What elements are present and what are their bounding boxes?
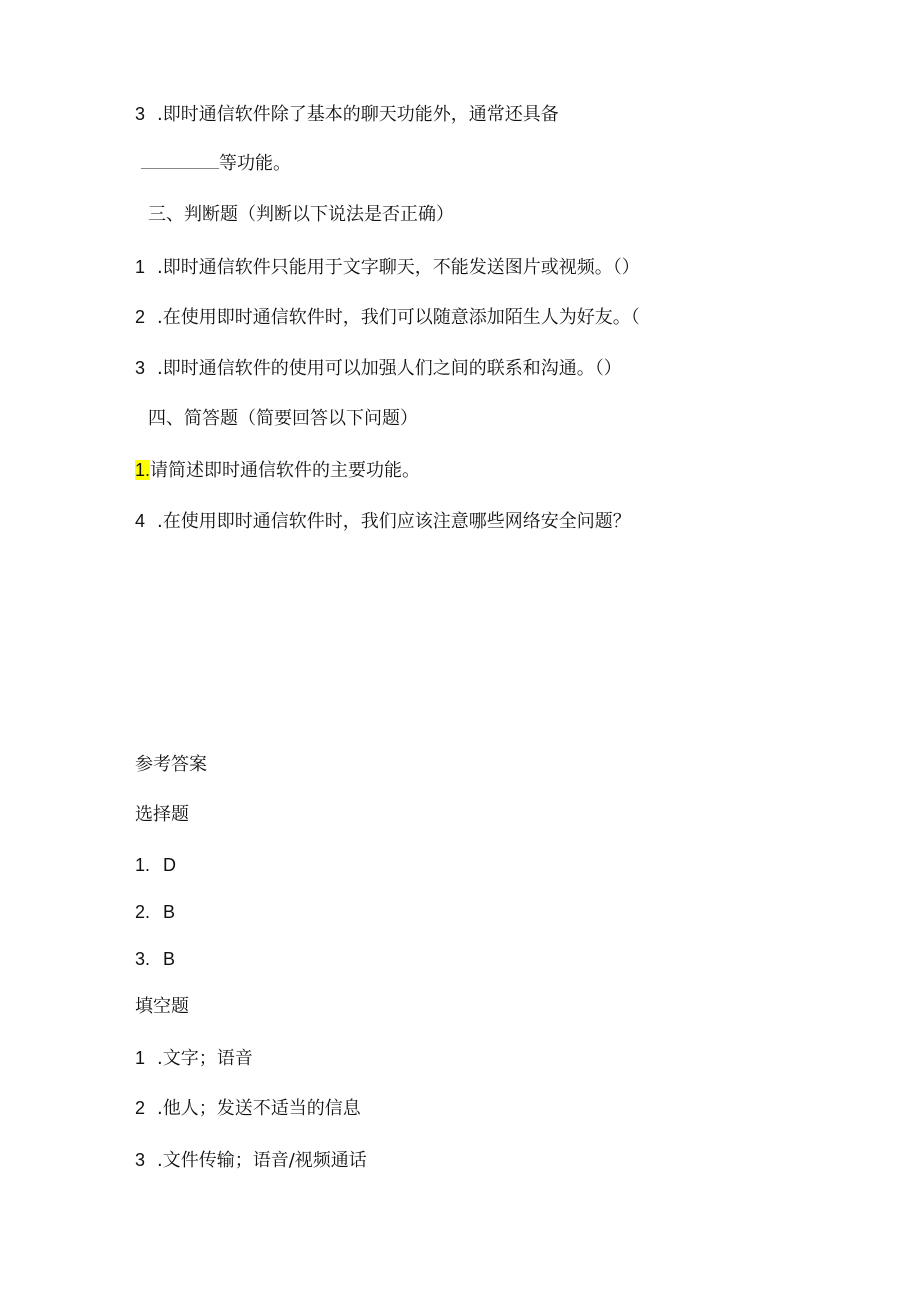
question-text: .在使用即时通信软件时，我们可以随意添加陌生人为好友。（ (157, 307, 640, 328)
question-number: 4 (135, 511, 146, 531)
choice-answer (135, 853, 176, 878)
answers-title: 参考答案 (135, 754, 207, 775)
question-text: .在使用即时通信软件时，我们应该注意哪些网络安全问题？ (157, 511, 631, 532)
answer-text: .他人；发送不适当的信息 (157, 1098, 361, 1119)
answer-text: B (163, 949, 176, 969)
choice-answer (135, 947, 175, 972)
fill-question-3-cont (135, 152, 291, 176)
question-text: 等功能。 (219, 153, 291, 174)
answer-text: .文件传输；语音/视频通话 (157, 1150, 367, 1171)
answer-number: 3 (135, 1150, 146, 1170)
fill-question-3 (135, 102, 559, 127)
short-question (135, 458, 420, 483)
answer-text: .文字；语音 (157, 1048, 253, 1069)
question-text: 请简述即时通信软件的主要功能。 (150, 460, 421, 481)
fill-answer (135, 1046, 253, 1071)
fill-title: 填空题 (135, 996, 189, 1017)
choice-answer (135, 900, 175, 925)
question-text: .即时通信软件除了基本的聊天功能外，通常还具备 (157, 104, 559, 125)
answer-number: 1 (135, 1048, 146, 1068)
short-question (135, 509, 631, 534)
judge-question (135, 255, 640, 280)
answer-number: 1. (135, 855, 151, 875)
question-number: 2 (135, 307, 146, 327)
answer-text: B (163, 902, 176, 922)
judge-question (135, 305, 640, 330)
answer-text: D (163, 855, 176, 875)
choice-title: 选择题 (135, 804, 189, 825)
answer-number: 3. (135, 949, 151, 969)
section-4-title: 四、简答题（简要回答以下问题） (148, 408, 418, 429)
question-number: 3 (135, 358, 146, 378)
question-text: .即时通信软件只能用于文字聊天，不能发送图片或视频。（） (157, 257, 640, 278)
judge-question (135, 356, 622, 381)
question-number: 3 (135, 104, 146, 124)
answer-number: 2. (135, 902, 151, 922)
answer-number: 2 (135, 1098, 146, 1118)
fill-answer (135, 1148, 367, 1173)
highlighted-number: 1. (135, 460, 151, 480)
question-text: .即时通信软件的使用可以加强人们之间的联系和沟通。（） (157, 358, 622, 379)
fill-answer (135, 1096, 361, 1121)
question-number: 1 (135, 257, 146, 277)
section-3-title: 三、判断题（判断以下说法是否正确） (148, 204, 454, 225)
answer-blank (141, 154, 219, 169)
